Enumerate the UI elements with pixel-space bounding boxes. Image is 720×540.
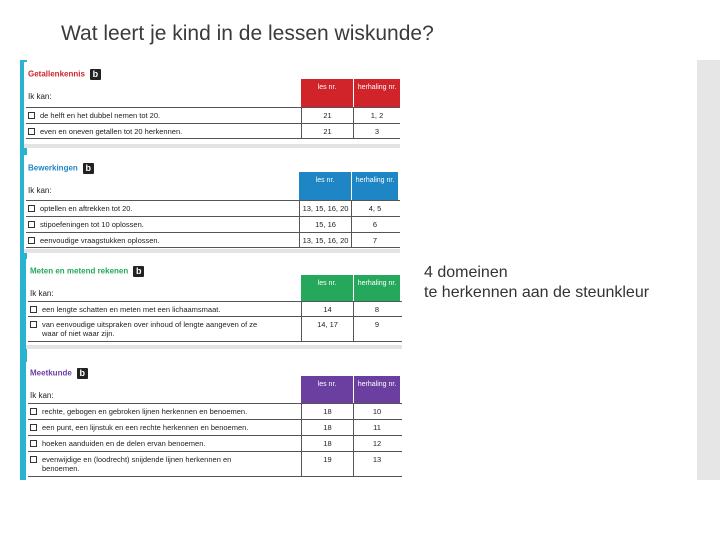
- block-meten: [26, 259, 402, 345]
- les-nr: 21: [301, 108, 353, 123]
- right-decor-strip: [697, 60, 720, 480]
- book-icon: b: [83, 163, 94, 174]
- block-shadow: [24, 249, 400, 253]
- ik-kan-label: Ik kan:: [30, 391, 54, 400]
- les-nr: 18: [301, 420, 353, 435]
- checkbox[interactable]: [28, 221, 35, 228]
- les-nr: 19: [301, 452, 353, 476]
- table-row: [26, 232, 400, 248]
- row-text: van eenvoudige uitspraken over inhoud of lengte aangeven of ze waar of niet waar zijn.: [42, 320, 258, 338]
- checkbox[interactable]: [30, 321, 37, 328]
- block-bewerkingen: [24, 155, 400, 249]
- checkbox[interactable]: [30, 456, 37, 463]
- row-text: een punt, een lijnstuk en een rechte herkennen en benoemen.: [42, 423, 249, 432]
- les-nr: 21: [301, 124, 353, 138]
- herhaling-nr: 4, 5: [351, 201, 398, 216]
- caption: [424, 263, 649, 303]
- block-title: Bewerkingen b: [28, 163, 94, 174]
- col-header-les: les nr.: [301, 376, 353, 403]
- caption-line-2: te herkennen aan de steunkleur: [424, 284, 650, 301]
- table-row: [28, 403, 402, 419]
- les-nr: 13, 15, 16, 20: [299, 233, 351, 247]
- ik-kan-label: Ik kan:: [28, 186, 52, 195]
- checkbox[interactable]: [28, 128, 35, 135]
- ik-kan-label: Ik kan:: [30, 289, 54, 298]
- herhaling-nr: 6: [351, 217, 398, 232]
- herhaling-nr: 10: [353, 404, 400, 419]
- row-text: een lengte schatten en meten met een lichaamsmaat.: [42, 305, 221, 314]
- book-icon: b: [77, 368, 88, 379]
- row-text: rechte, gebogen en gebroken lijnen herkennen en benoemen.: [42, 407, 248, 416]
- caption-line-1: 4 domeinen: [424, 264, 508, 281]
- row-text: optellen en aftrekken tot 20.: [40, 204, 133, 213]
- herhaling-nr: 8: [353, 302, 400, 316]
- block-shadow: [24, 144, 400, 148]
- slide-title: Wat leert je kind in de lessen wiskunde?: [61, 22, 434, 45]
- ik-kan-label: Ik kan:: [28, 92, 52, 101]
- table-row: [28, 301, 402, 316]
- checkbox[interactable]: [28, 112, 35, 119]
- row-text: de helft en het dubbel nemen tot 20.: [40, 111, 161, 120]
- block-title: Getallenkennis b: [28, 69, 101, 80]
- table-row: [26, 216, 400, 232]
- block-title: Meetkunde b: [30, 368, 88, 379]
- les-nr: 13, 15, 16, 20: [299, 201, 351, 216]
- les-nr: 15, 16: [299, 217, 351, 232]
- col-header-herhaling: herhaling nr.: [353, 275, 400, 301]
- checkbox[interactable]: [28, 205, 35, 212]
- col-header-les: les nr.: [301, 79, 353, 107]
- col-header-herhaling: herhaling nr.: [353, 79, 400, 107]
- checkbox[interactable]: [30, 440, 37, 447]
- herhaling-nr: 7: [351, 233, 398, 247]
- row-text: eenvoudige vraagstukken oplossen.: [40, 236, 160, 245]
- checkbox[interactable]: [30, 408, 37, 415]
- row-text: hoeken aanduiden en de delen ervan benoemen.: [42, 439, 206, 448]
- col-header-les: les nr.: [299, 172, 351, 200]
- herhaling-nr: 9: [353, 317, 400, 341]
- table-row: [28, 451, 402, 477]
- block-shadow: [26, 345, 402, 349]
- book-icon: b: [133, 266, 144, 277]
- block-title: Meten en metend rekenen b: [30, 266, 144, 277]
- block-getallenkennis: [24, 62, 400, 144]
- row-text: stipoefeningen tot 10 oplossen.: [40, 220, 144, 229]
- herhaling-nr: 3: [353, 124, 400, 138]
- checkbox[interactable]: [28, 237, 35, 244]
- row-text: even en oneven getallen tot 20 herkennen.: [40, 127, 183, 136]
- table-row: [26, 200, 400, 216]
- herhaling-nr: 13: [353, 452, 400, 476]
- herhaling-nr: 1, 2: [353, 108, 400, 123]
- table-row: [28, 316, 402, 342]
- table-row: [26, 123, 400, 139]
- les-nr: 18: [301, 404, 353, 419]
- col-header-herhaling: herhaling nr.: [353, 376, 400, 403]
- herhaling-nr: 11: [353, 420, 400, 435]
- table-row: [26, 107, 400, 123]
- les-nr: 18: [301, 436, 353, 451]
- les-nr: 14, 17: [301, 317, 353, 341]
- row-text: evenwijdige en (loodrecht) snijdende lijnen herkennen en benoemen.: [42, 455, 232, 473]
- block-meetkunde: [26, 362, 402, 480]
- book-icon: b: [90, 69, 101, 80]
- col-header-herhaling: herhaling nr.: [351, 172, 398, 200]
- les-nr: 14: [301, 302, 353, 316]
- table-row: [28, 435, 402, 451]
- checkbox[interactable]: [30, 424, 37, 431]
- table-row: [28, 419, 402, 435]
- col-header-les: les nr.: [301, 275, 353, 301]
- checkbox[interactable]: [30, 306, 37, 313]
- herhaling-nr: 12: [353, 436, 400, 451]
